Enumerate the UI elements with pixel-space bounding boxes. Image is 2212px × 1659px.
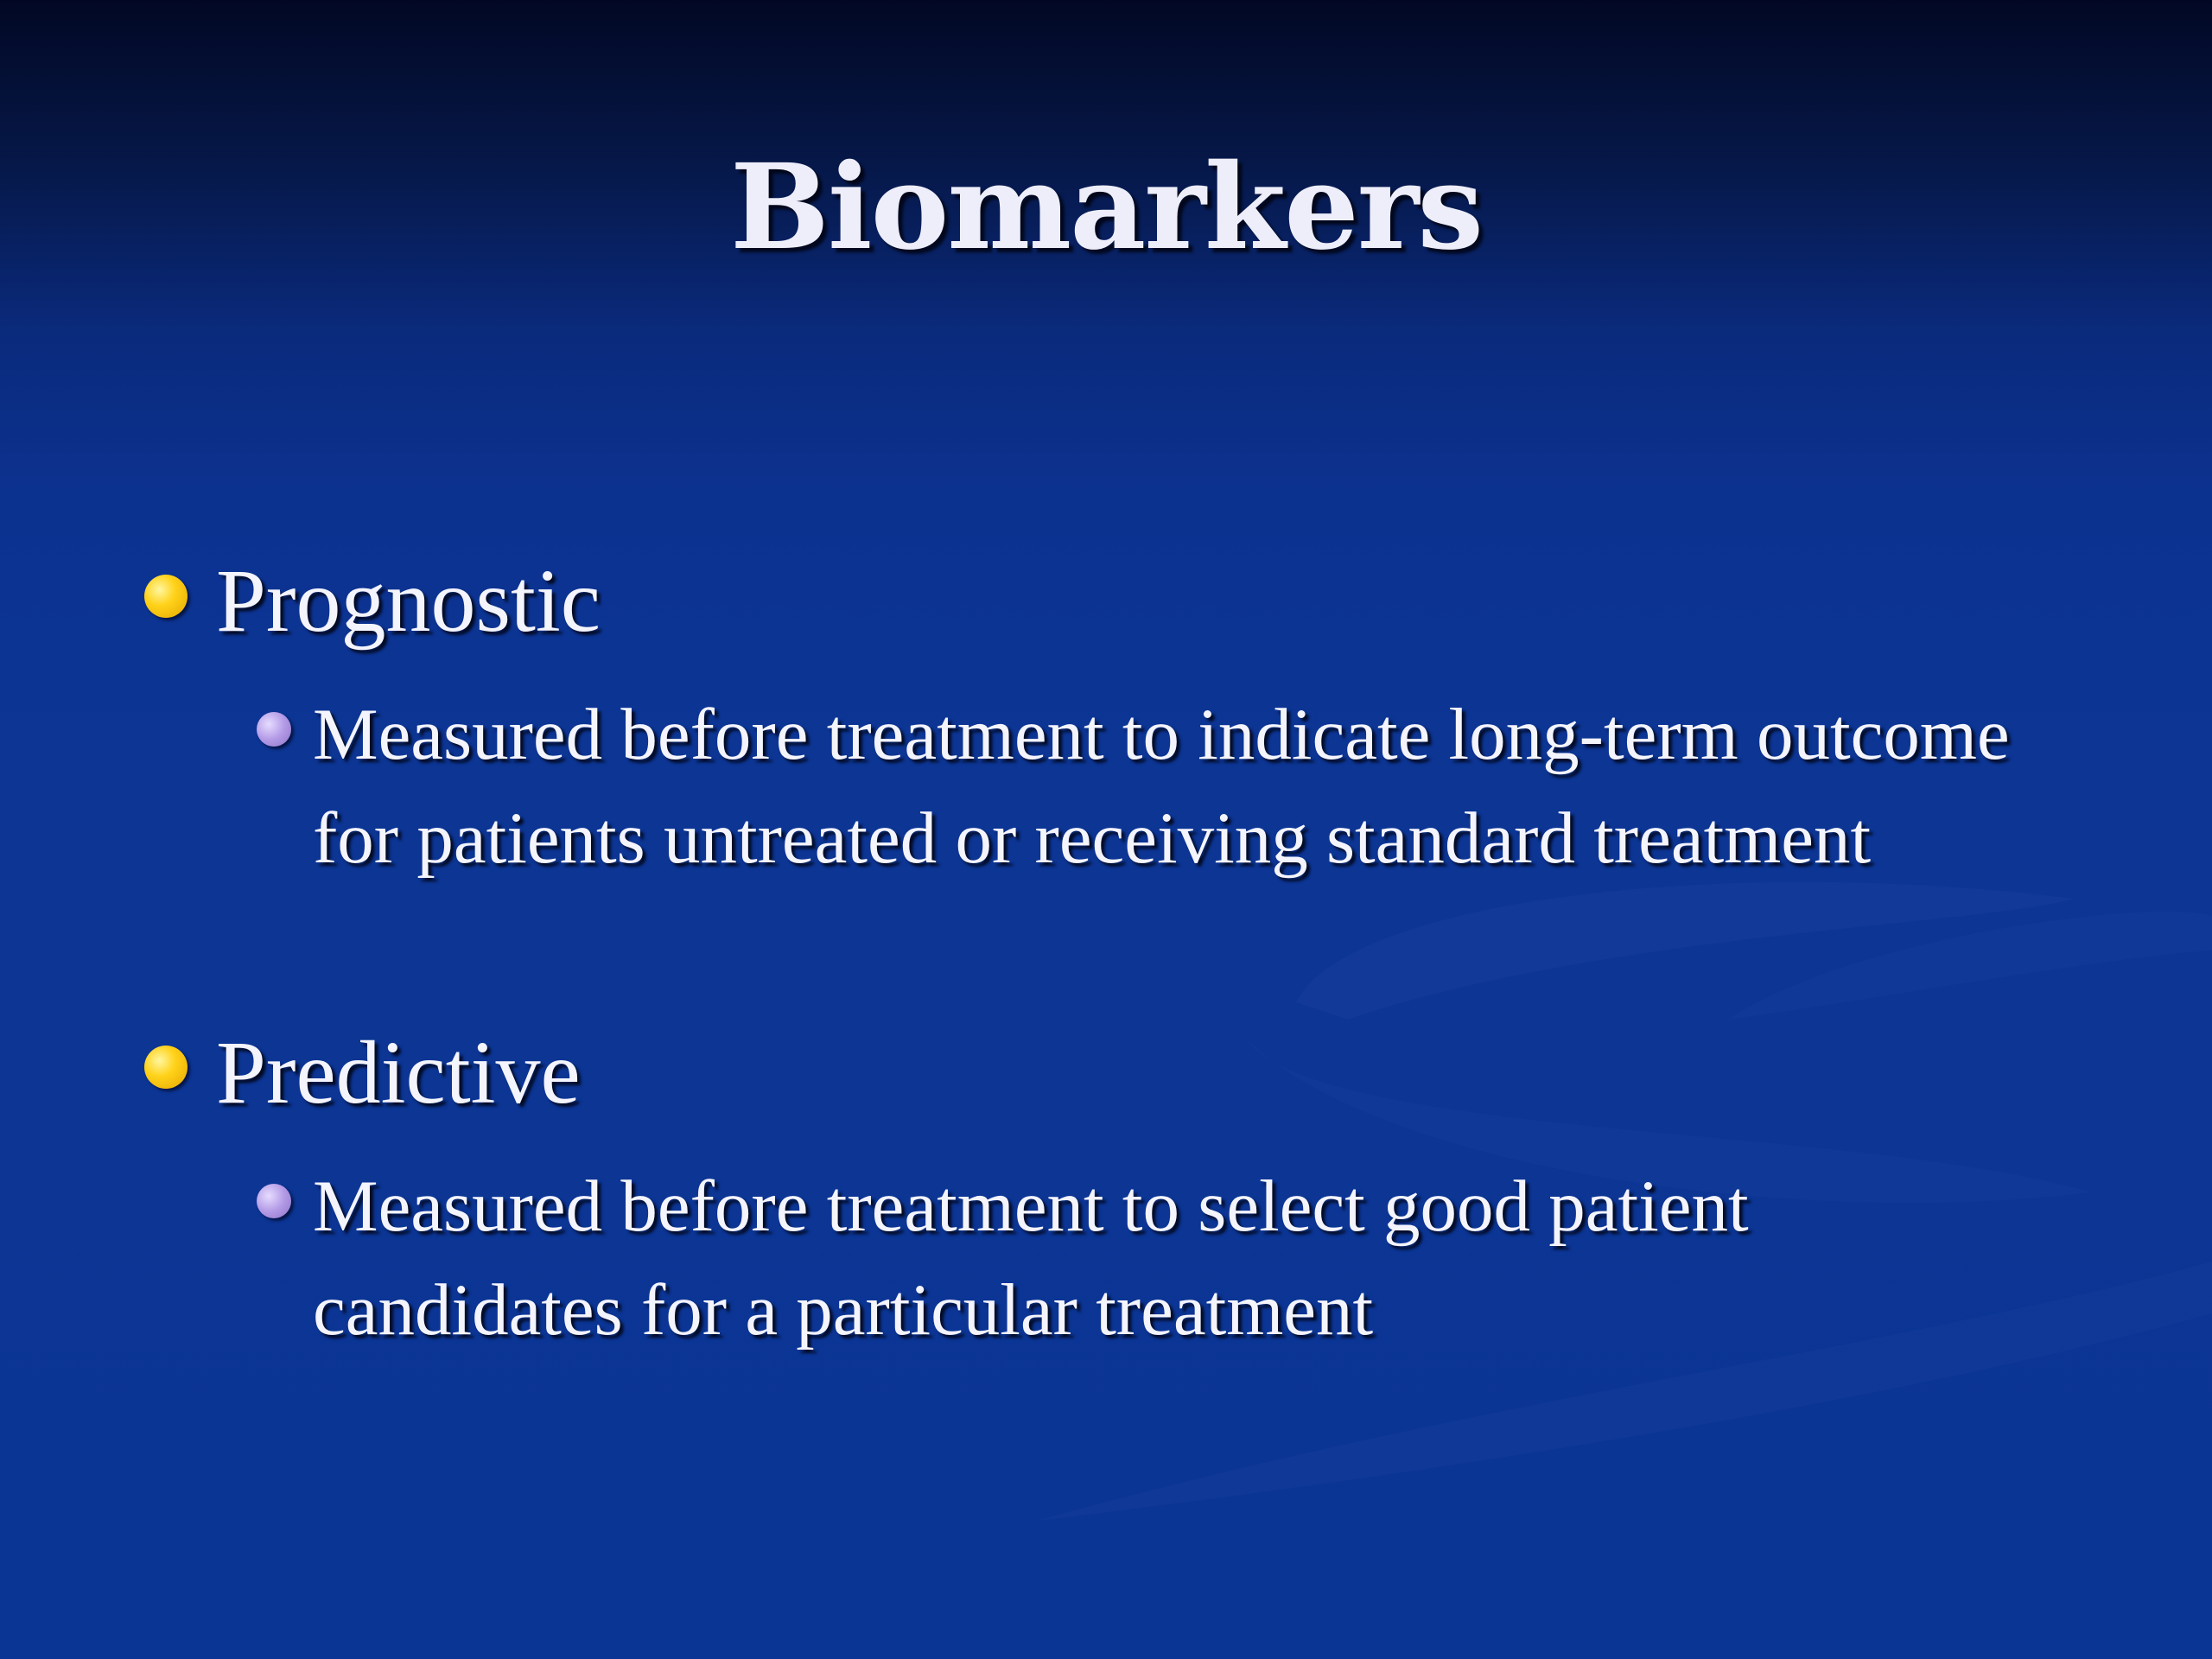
bullet-heading: Prognostic [216,551,601,651]
bullet-detail: Measured before treatment to select good patient candidates for a particular treatment [313,1166,1749,1351]
slide-title: Biomarkers [730,138,1482,276]
yellow-circle-bullet-icon [144,1046,188,1089]
purple-circle-bullet-icon [257,712,291,747]
bullet-detail: Measured before treatment to indicate long-term outcome for patients untreated or receiving standard treatment [313,694,2010,879]
yellow-circle-bullet-icon [144,575,188,618]
purple-circle-bullet-icon [257,1184,291,1218]
bullet-heading: Predictive [216,1023,581,1122]
